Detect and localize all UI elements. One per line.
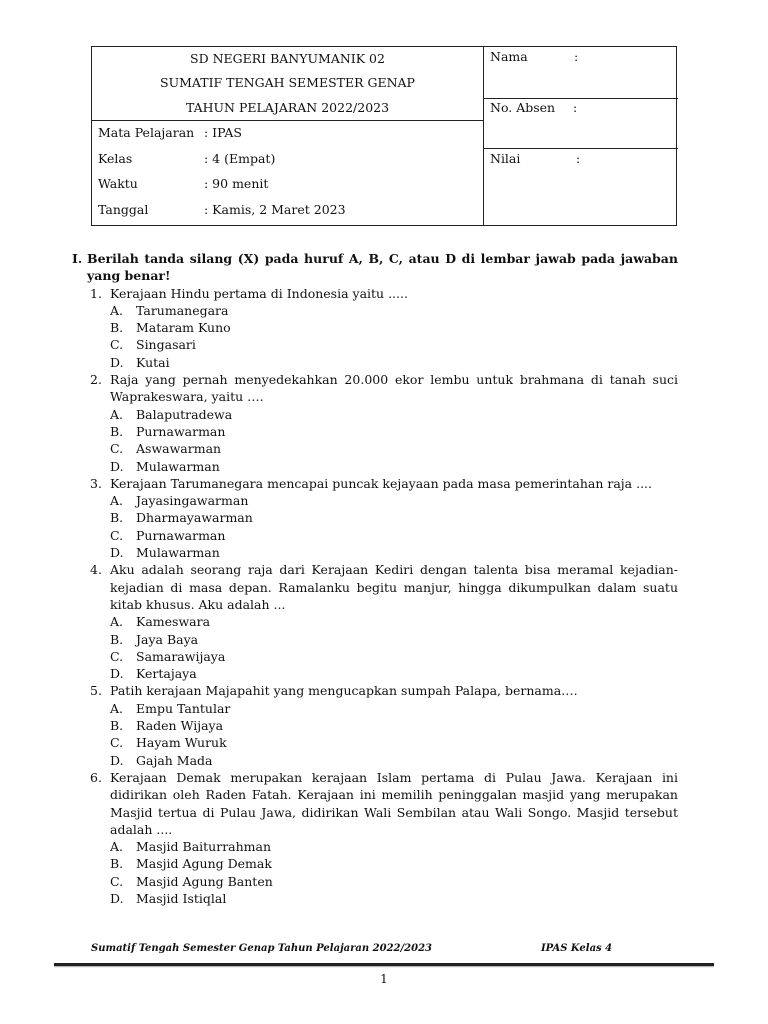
option-text: Kertajaya [136, 666, 197, 682]
option-letter: D. [110, 752, 124, 768]
section-instruction: Berilah tanda silang (X) pada huruf A, B, C, atau D di lembar jawab pada jawaban yang benar! [87, 251, 678, 284]
option-letter: B. [110, 320, 124, 336]
option-letter: A. [110, 302, 124, 318]
option-text: Masjid Agung Demak [136, 856, 272, 872]
answer-option [72, 613, 678, 630]
answer-option [72, 544, 678, 561]
question-item [72, 561, 678, 682]
table-divider-right-2 [483, 148, 678, 149]
option-letter: B. [110, 631, 124, 647]
option-text: Tarumanegara [136, 302, 229, 318]
option-text: Purnawarman [136, 527, 226, 543]
info-label-date: Tanggal [98, 202, 149, 217]
question-section [72, 250, 678, 907]
question-row [72, 682, 678, 699]
question-item [72, 682, 678, 768]
option-letter: D. [110, 354, 124, 370]
option-text: Dharmayawarman [136, 510, 253, 526]
answer-option [72, 458, 678, 475]
question-text: Kerajaan Demak merupakan kerajaan Islam pertama di Pulau Jawa. Kerajaan ini didirikan oleh Raden Fatah. Kerajaan ini memilih peninggalan masjid yang merupakan Masjid tertua di Pulau Jawa, didirikan Wali Sembilan atau Wali Songo. Masjid tersebut adalah .... [110, 769, 678, 837]
exam-header-table [91, 46, 677, 226]
field-label-name: Nama [490, 49, 528, 64]
answer-option [72, 440, 678, 457]
section-heading [72, 250, 678, 285]
info-value-date: : Kamis, 2 Maret 2023 [204, 202, 346, 217]
option-letter: A. [110, 493, 124, 509]
option-letter: C. [110, 873, 124, 889]
field-colon-score: : [576, 151, 581, 166]
question-item [72, 769, 678, 907]
info-label-time: Waktu [98, 176, 138, 191]
academic-year: TAHUN PELAJARAN 2022/2023 [185, 100, 390, 115]
answer-option [72, 838, 678, 855]
option-text: Kutai [136, 354, 170, 370]
option-text: Singasari [136, 337, 196, 353]
option-text: Masjid Agung Banten [136, 873, 273, 889]
answer-option [72, 302, 678, 319]
page-number: 1 [380, 972, 388, 986]
field-label-score: Nilai [490, 151, 521, 166]
question-item [72, 475, 678, 561]
question-row [72, 371, 678, 406]
field-colon-name: : [574, 49, 579, 64]
question-item [72, 371, 678, 475]
table-divider-vertical [483, 47, 484, 225]
info-label-class: Kelas [98, 151, 133, 166]
question-row [72, 285, 678, 302]
question-row [72, 561, 678, 613]
option-letter: B. [110, 510, 124, 526]
option-letter: D. [110, 545, 124, 561]
option-text: Mataram Kuno [136, 320, 231, 336]
question-row [72, 475, 678, 492]
option-letter: D. [110, 666, 124, 682]
answer-option [72, 423, 678, 440]
option-letter: C. [110, 337, 124, 353]
option-letter: D. [110, 890, 124, 906]
answer-option [72, 631, 678, 648]
option-text: Aswawarman [136, 441, 222, 457]
option-letter: D. [110, 458, 124, 474]
exam-title: SUMATIF TENGAH SEMESTER GENAP [160, 75, 415, 90]
answer-option [72, 873, 678, 890]
answer-option [72, 336, 678, 353]
answer-option [72, 492, 678, 509]
question-number: 4. [90, 562, 102, 578]
answer-option [72, 855, 678, 872]
option-text: Hayam Wuruk [136, 735, 227, 751]
answer-option [72, 406, 678, 423]
question-number: 2. [90, 372, 102, 388]
option-text: Mulawarman [136, 545, 220, 561]
table-divider-left [92, 120, 483, 121]
section-number: I. [72, 251, 83, 266]
option-text: Jaya Baya [136, 631, 199, 647]
option-text: Gajah Mada [136, 752, 213, 768]
option-letter: B. [110, 856, 124, 872]
question-item [72, 285, 678, 371]
option-text: Balaputradewa [136, 406, 233, 422]
question-text: Patih kerajaan Majapahit yang mengucapkan sumpah Palapa, bernama…. [110, 683, 578, 699]
answer-option [72, 734, 678, 751]
question-number: 6. [90, 769, 102, 785]
question-list [72, 285, 678, 908]
option-letter: B. [110, 423, 124, 439]
question-number: 3. [90, 475, 102, 491]
field-label-absen: No. Absen [490, 100, 556, 115]
question-number: 5. [90, 683, 102, 699]
answer-option [72, 700, 678, 717]
option-text: Masjid Baiturrahman [136, 839, 272, 855]
answer-option [72, 717, 678, 734]
question-text: Kerajaan Hindu pertama di Indonesia yaitu ..... [110, 285, 408, 301]
info-value-subject: : IPAS [204, 125, 242, 140]
footer-left: Sumatif Tengah Semester Genap Tahun Pelajaran 2022/2023 [91, 943, 432, 954]
question-number: 1. [90, 285, 102, 301]
option-letter: A. [110, 839, 124, 855]
answer-option [72, 319, 678, 336]
answer-option [72, 890, 678, 907]
answer-option [72, 648, 678, 665]
option-text: Raden Wijaya [136, 718, 224, 734]
option-text: Kameswara [136, 614, 211, 630]
option-letter: C. [110, 441, 124, 457]
info-value-class: : 4 (Empat) [204, 151, 276, 166]
option-text: Masjid Istiqlal [136, 890, 227, 906]
option-letter: A. [110, 614, 124, 630]
option-text: Empu Tantular [136, 700, 231, 716]
option-text: Samarawijaya [136, 648, 226, 664]
info-label-subject: Mata Pelajaran [98, 125, 195, 140]
option-text: Purnawarman [136, 423, 226, 439]
option-letter: A. [110, 406, 124, 422]
option-text: Jayasingawarman [136, 493, 249, 509]
option-letter: A. [110, 700, 124, 716]
answer-option [72, 665, 678, 682]
answer-option [72, 509, 678, 526]
school-name: SD NEGERI BANYUMANIK 02 [190, 51, 385, 66]
footer-rule [54, 963, 714, 966]
footer-right: IPAS Kelas 4 [541, 943, 613, 954]
option-letter: C. [110, 648, 124, 664]
answer-option [72, 752, 678, 769]
field-colon-absen: : [573, 100, 578, 115]
option-text: Mulawarman [136, 458, 220, 474]
answer-option [72, 527, 678, 544]
option-letter: B. [110, 718, 124, 734]
table-divider-right-1 [483, 98, 678, 99]
option-letter: C. [110, 735, 124, 751]
info-value-time: : 90 menit [204, 176, 269, 191]
question-text: Aku adalah seorang raja dari Kerajaan Kediri dengan talenta bisa meramal kejadian-kejadian di masa depan. Ramalanku begitu manjur, hingga dikumpulkan dalam suatu kitab khusus. Aku adalah ... [110, 562, 678, 612]
question-text: Raja yang pernah menyedekahkan 20.000 ekor lembu untuk brahmana di tanah suci Waprakeswara, yaitu …. [110, 372, 678, 405]
answer-option [72, 354, 678, 371]
question-text: Kerajaan Tarumanegara mencapai puncak kejayaan pada masa pemerintahan raja .... [110, 475, 652, 491]
question-row [72, 769, 678, 838]
option-letter: C. [110, 527, 124, 543]
